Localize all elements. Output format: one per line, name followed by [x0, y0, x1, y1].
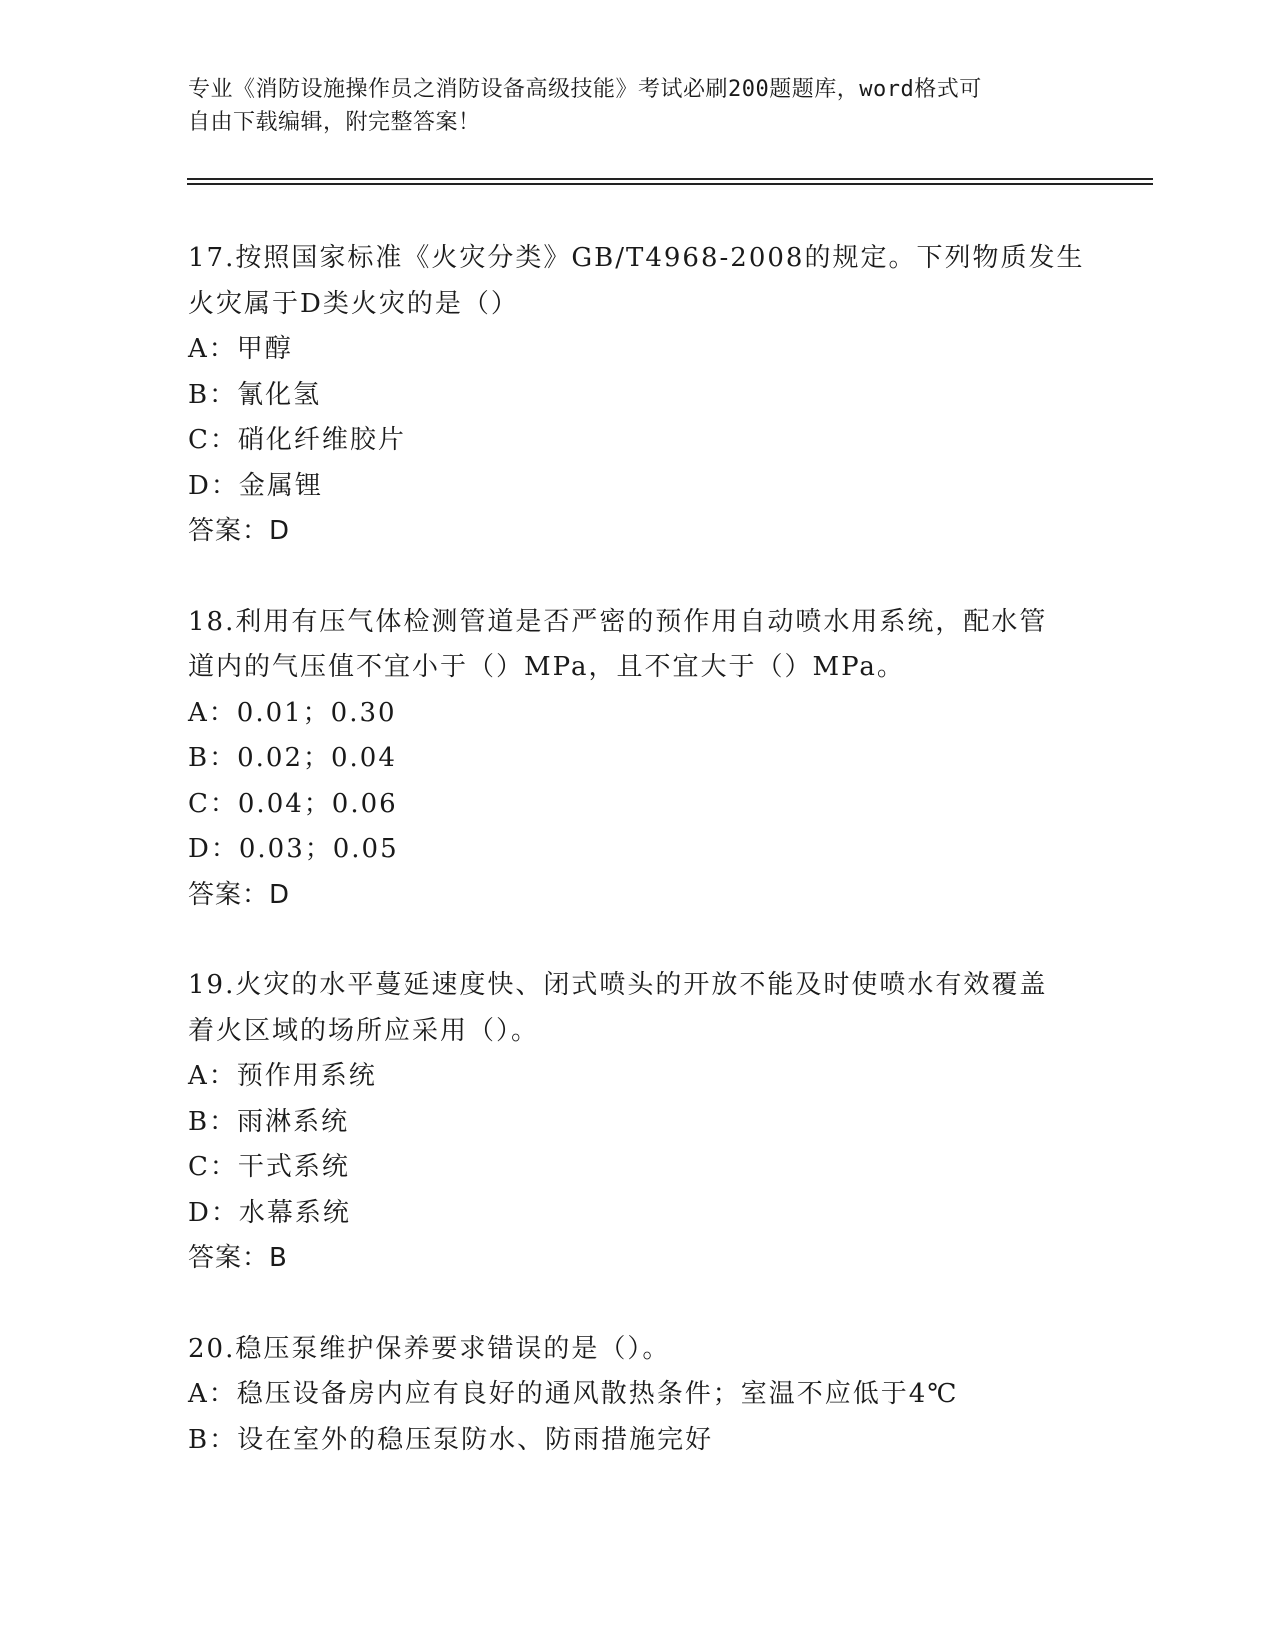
question-19 — [188, 963, 1088, 1282]
option-a: A：甲醇 — [188, 334, 293, 364]
option-d: D：0.03；0.05 — [188, 834, 399, 864]
question-stem-line: 18.利用有压气体检测管道是否严密的预作用自动喷水用系统，配水管 — [188, 606, 1048, 637]
answer-label: 答案：B — [188, 1243, 288, 1273]
option-c: C：0.04；0.06 — [188, 788, 398, 819]
question-stem-line: 道内的气压值不宜小于（）MPa，且不宜大于（）MPa。 — [188, 652, 905, 682]
question-18 — [188, 600, 1088, 919]
option-a: A：预作用系统 — [188, 1061, 377, 1091]
header-divider-bottom — [187, 183, 1153, 185]
question-20 — [188, 1327, 1088, 1464]
option-c: C：干式系统 — [188, 1152, 350, 1182]
question-17 — [188, 236, 1088, 555]
question-list — [188, 236, 1088, 1508]
question-stem-line: 着火区域的场所应采用（）。 — [188, 1015, 540, 1046]
answer-label: 答案：D — [188, 516, 291, 546]
option-b: B：氰化氢 — [188, 379, 322, 410]
option-d: D：金属锂 — [188, 470, 323, 501]
question-stem-line: 20.稳压泵维护保养要求错误的是（）。 — [188, 1333, 671, 1364]
option-b: B：雨淋系统 — [188, 1106, 350, 1137]
header-line-1: 专业《消防设施操作员之消防设备高级技能》考试必刷200题题库，word格式可 — [188, 77, 982, 102]
option-a: A：稳压设备房内应有良好的通风散热条件；室温不应低于4℃ — [188, 1379, 959, 1409]
question-stem-line: 19.火灾的水平蔓延速度快、闭式喷头的开放不能及时使喷水有效覆盖 — [188, 970, 1048, 1000]
option-d: D：水幕系统 — [188, 1197, 351, 1228]
document-header — [188, 73, 1068, 139]
option-b: B：0.02；0.04 — [188, 743, 397, 773]
question-stem-line: 17.按照国家标准《火灾分类》GB/T4968-2008的规定。下列物质发生 — [188, 243, 1085, 273]
option-c: C：硝化纤维胶片 — [188, 425, 406, 455]
option-a: A：0.01；0.30 — [188, 697, 397, 728]
header-divider-top — [187, 178, 1153, 180]
header-line-2: 自由下载编辑，附完整答案！ — [188, 110, 481, 135]
answer-label: 答案：D — [188, 879, 291, 910]
option-b: B：设在室外的稳压泵防水、防雨措施完好 — [188, 1424, 714, 1455]
question-stem-line: 火灾属于D类火灾的是（） — [188, 288, 519, 319]
